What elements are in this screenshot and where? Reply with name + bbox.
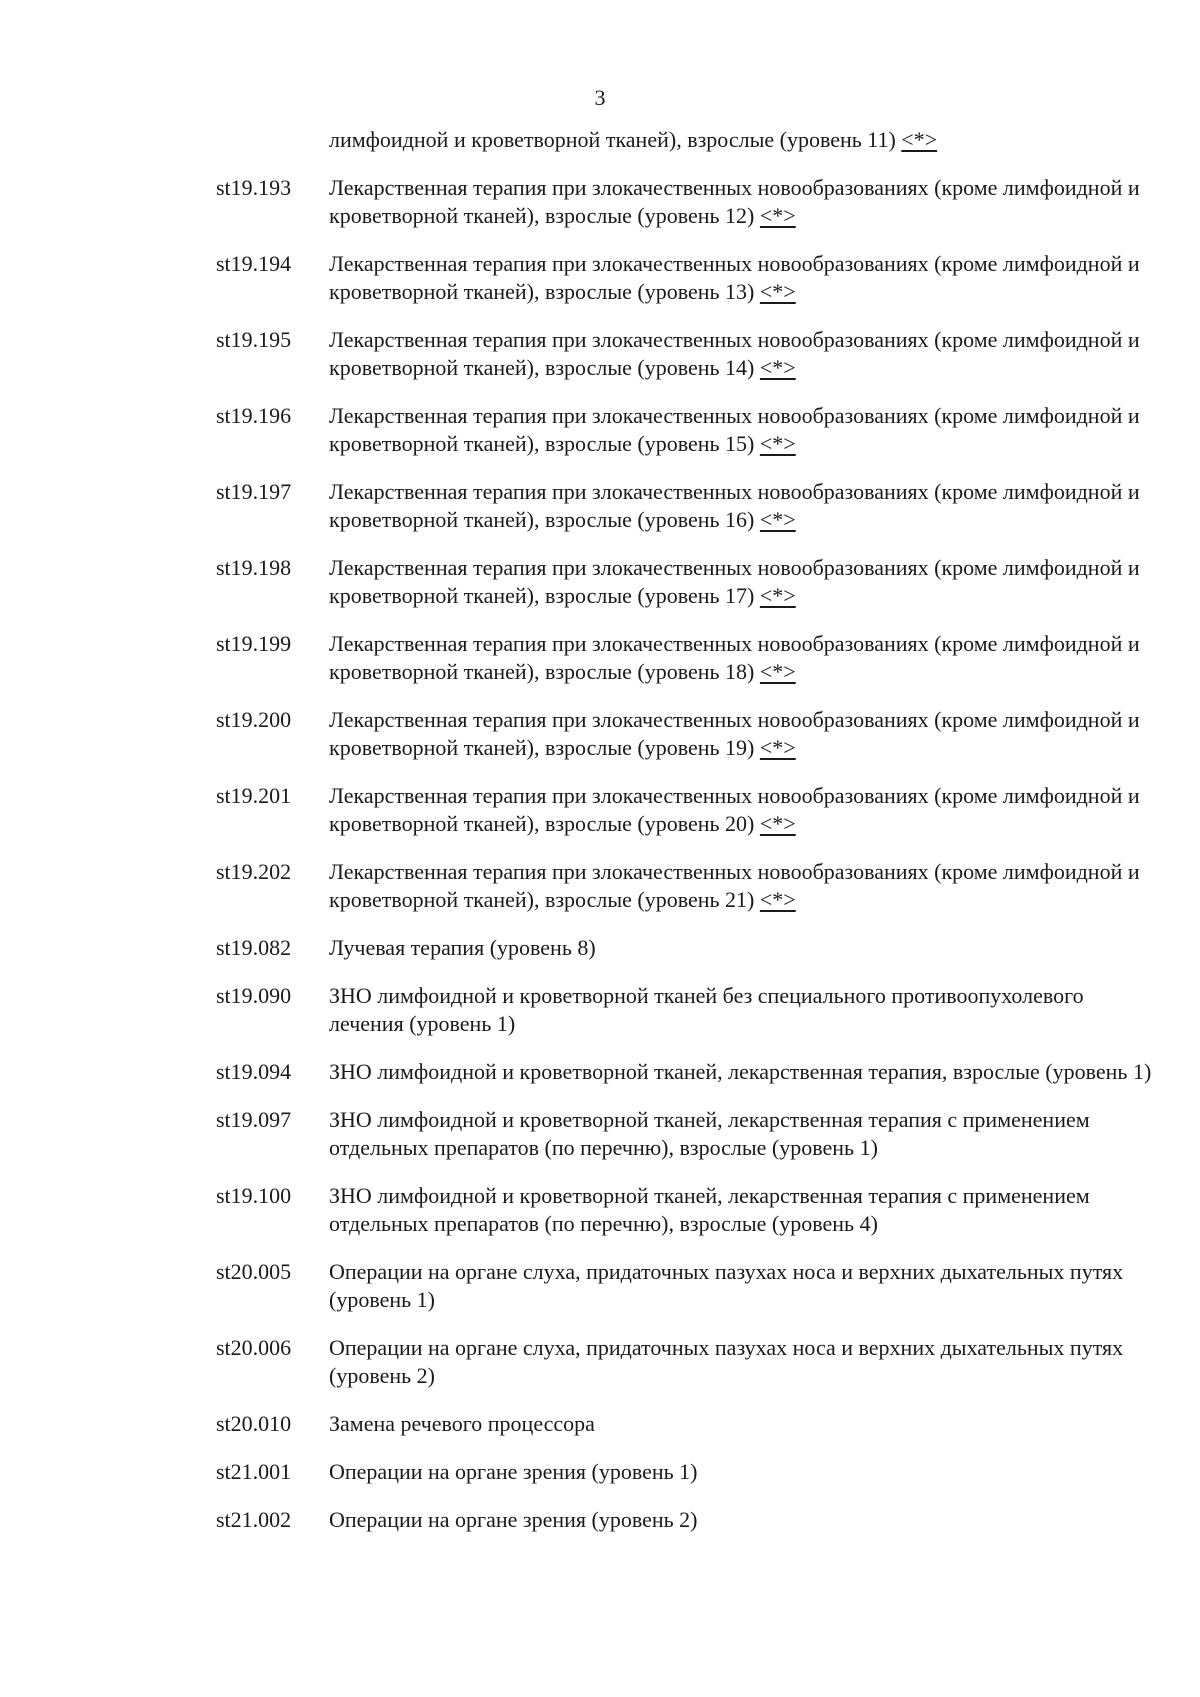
entry-description (329, 706, 1159, 762)
entry-description (329, 1334, 1159, 1390)
list-item (0, 1410, 1200, 1438)
entry-code: st20.005 (216, 1259, 292, 1284)
entry-description-text: Лекарственная терапия при злокачественных новообразованиях (кроме лимфоидной и кроветворной тканей), взрослые (уровень 18) (329, 631, 1140, 684)
entry-description-text: Лекарственная терапия при злокачественных новообразованиях (кроме лимфоидной и кроветворной тканей), взрослые (уровень 16) (329, 479, 1140, 532)
footnote-reference-link[interactable]: <*> (759, 355, 796, 380)
entry-code: st20.006 (216, 1335, 292, 1360)
continued-entry-text (329, 126, 1159, 154)
entry-description (329, 1258, 1159, 1314)
entry-description-text: ЗНО лимфоидной и кроветворной тканей, лекарственная терапия с применением отдельных препаратов (по перечню), взрослые (уровень 1) (329, 1107, 1090, 1160)
list-item (0, 174, 1200, 230)
entry-code: st19.196 (216, 403, 292, 428)
entry-description (329, 1506, 1159, 1534)
entry-code: st19.195 (216, 327, 292, 352)
list-item (0, 1506, 1200, 1534)
list-item (0, 1458, 1200, 1486)
list-item (0, 326, 1200, 382)
list-item (0, 782, 1200, 838)
entry-description (329, 478, 1159, 534)
entry-code: st19.100 (216, 1183, 292, 1208)
entry-description (329, 174, 1159, 230)
entry-code: st19.082 (216, 935, 292, 960)
list-item (0, 706, 1200, 762)
footnote-reference-link[interactable]: <*> (759, 203, 796, 228)
list-item (0, 934, 1200, 962)
list-item (0, 858, 1200, 914)
footnote-reference-link[interactable]: <*> (759, 887, 796, 912)
entry-description (329, 630, 1159, 686)
footnote-reference-link[interactable]: <*> (759, 583, 796, 608)
entry-description-text: Лучевая терапия (уровень 8) (329, 935, 596, 960)
entry-description-text: Лекарственная терапия при злокачественных новообразованиях (кроме лимфоидной и кроветворной тканей), взрослые (уровень 20) (329, 783, 1140, 836)
entry-description-text: Операции на органе зрения (уровень 2) (329, 1507, 698, 1532)
entry-code: st19.197 (216, 479, 292, 504)
list-item (0, 982, 1200, 1038)
entry-description-text: ЗНО лимфоидной и кроветворной тканей, лекарственная терапия с применением отдельных препаратов (по перечню), взрослые (уровень 4) (329, 1183, 1090, 1236)
entry-description-text: ЗНО лимфоидной и кроветворной тканей, лекарственная терапия, взрослые (уровень 1) (329, 1059, 1152, 1084)
entry-code: st19.202 (216, 859, 292, 884)
footnote-reference-link[interactable]: <*> (759, 279, 796, 304)
entry-code: st19.193 (216, 175, 292, 200)
list-item (0, 630, 1200, 686)
entry-description-text: Операции на органе зрения (уровень 1) (329, 1459, 698, 1484)
entry-description (329, 982, 1159, 1038)
entry-code: st21.002 (216, 1507, 292, 1532)
entry-code: st19.097 (216, 1107, 292, 1132)
list-item (0, 554, 1200, 610)
entry-code: st19.201 (216, 783, 292, 808)
entry-code: st19.094 (216, 1059, 292, 1084)
entry-description (329, 858, 1159, 914)
entry-description-text: Лекарственная терапия при злокачественных новообразованиях (кроме лимфоидной и кроветворной тканей), взрослые (уровень 14) (329, 327, 1140, 380)
footnote-reference-link[interactable]: <*> (759, 735, 796, 760)
entry-code: st21.001 (216, 1459, 292, 1484)
entry-description (329, 934, 1159, 962)
entry-description-text: Операции на органе слуха, придаточных пазухах носа и верхних дыхательных путях (уровень 2) (329, 1335, 1124, 1388)
footnote-reference-link[interactable]: <*> (759, 659, 796, 684)
entry-description (329, 782, 1159, 838)
entry-description-text: Лекарственная терапия при злокачественных новообразованиях (кроме лимфоидной и кроветворной тканей), взрослые (уровень 12) (329, 175, 1140, 228)
entry-description-text: Замена речевого процессора (329, 1411, 595, 1436)
entry-description-text: Лекарственная терапия при злокачественных новообразованиях (кроме лимфоидной и кроветворной тканей), взрослые (уровень 17) (329, 555, 1140, 608)
entry-code: st19.198 (216, 555, 292, 580)
entry-description (329, 326, 1159, 382)
footnote-reference-link[interactable]: <*> (759, 507, 796, 532)
entry-description (329, 1106, 1159, 1162)
entry-description-text: Лекарственная терапия при злокачественных новообразованиях (кроме лимфоидной и кроветворной тканей), взрослые (уровень 13) (329, 251, 1140, 304)
entry-code: st20.010 (216, 1411, 292, 1436)
entry-description-text: Лекарственная терапия при злокачественных новообразованиях (кроме лимфоидной и кроветворной тканей), взрослые (уровень 15) (329, 403, 1140, 456)
entry-description (329, 1458, 1159, 1486)
page-number: 3 (594, 85, 606, 110)
entry-description-text: Лекарственная терапия при злокачественных новообразованиях (кроме лимфоидной и кроветворной тканей), взрослые (уровень 19) (329, 707, 1140, 760)
entry-code: st19.199 (216, 631, 292, 656)
list-item (0, 478, 1200, 534)
entry-code: st19.194 (216, 251, 292, 276)
footnote-reference-link[interactable]: <*> (759, 431, 796, 456)
list-item (0, 1058, 1200, 1086)
entry-code: st19.200 (216, 707, 292, 732)
entry-description (329, 1058, 1159, 1086)
entry-description-text: лимфоидной и кроветворной тканей), взрослые (уровень 11) (329, 127, 902, 152)
entry-description-text: Операции на органе слуха, придаточных пазухах носа и верхних дыхательных путях (уровень 1) (329, 1259, 1124, 1312)
list-item (0, 1258, 1200, 1314)
footnote-reference-link[interactable]: <*> (759, 811, 796, 836)
list-item (0, 402, 1200, 458)
footnote-reference-link[interactable]: <*> (901, 127, 938, 152)
entry-description (329, 402, 1159, 458)
list-item (0, 250, 1200, 306)
entry-description (329, 250, 1159, 306)
list-item (0, 1182, 1200, 1238)
entries-list (0, 174, 1200, 1554)
entry-description (329, 1182, 1159, 1238)
list-item (0, 1106, 1200, 1162)
entry-description-text: ЗНО лимфоидной и кроветворной тканей без специального противоопухолевого лечения (уровень 1) (329, 983, 1084, 1036)
entry-description-text: Лекарственная терапия при злокачественных новообразованиях (кроме лимфоидной и кроветворной тканей), взрослые (уровень 21) (329, 859, 1140, 912)
entry-description (329, 554, 1159, 610)
entry-code: st19.090 (216, 983, 292, 1008)
list-item (0, 1334, 1200, 1390)
entry-description (329, 1410, 1159, 1438)
